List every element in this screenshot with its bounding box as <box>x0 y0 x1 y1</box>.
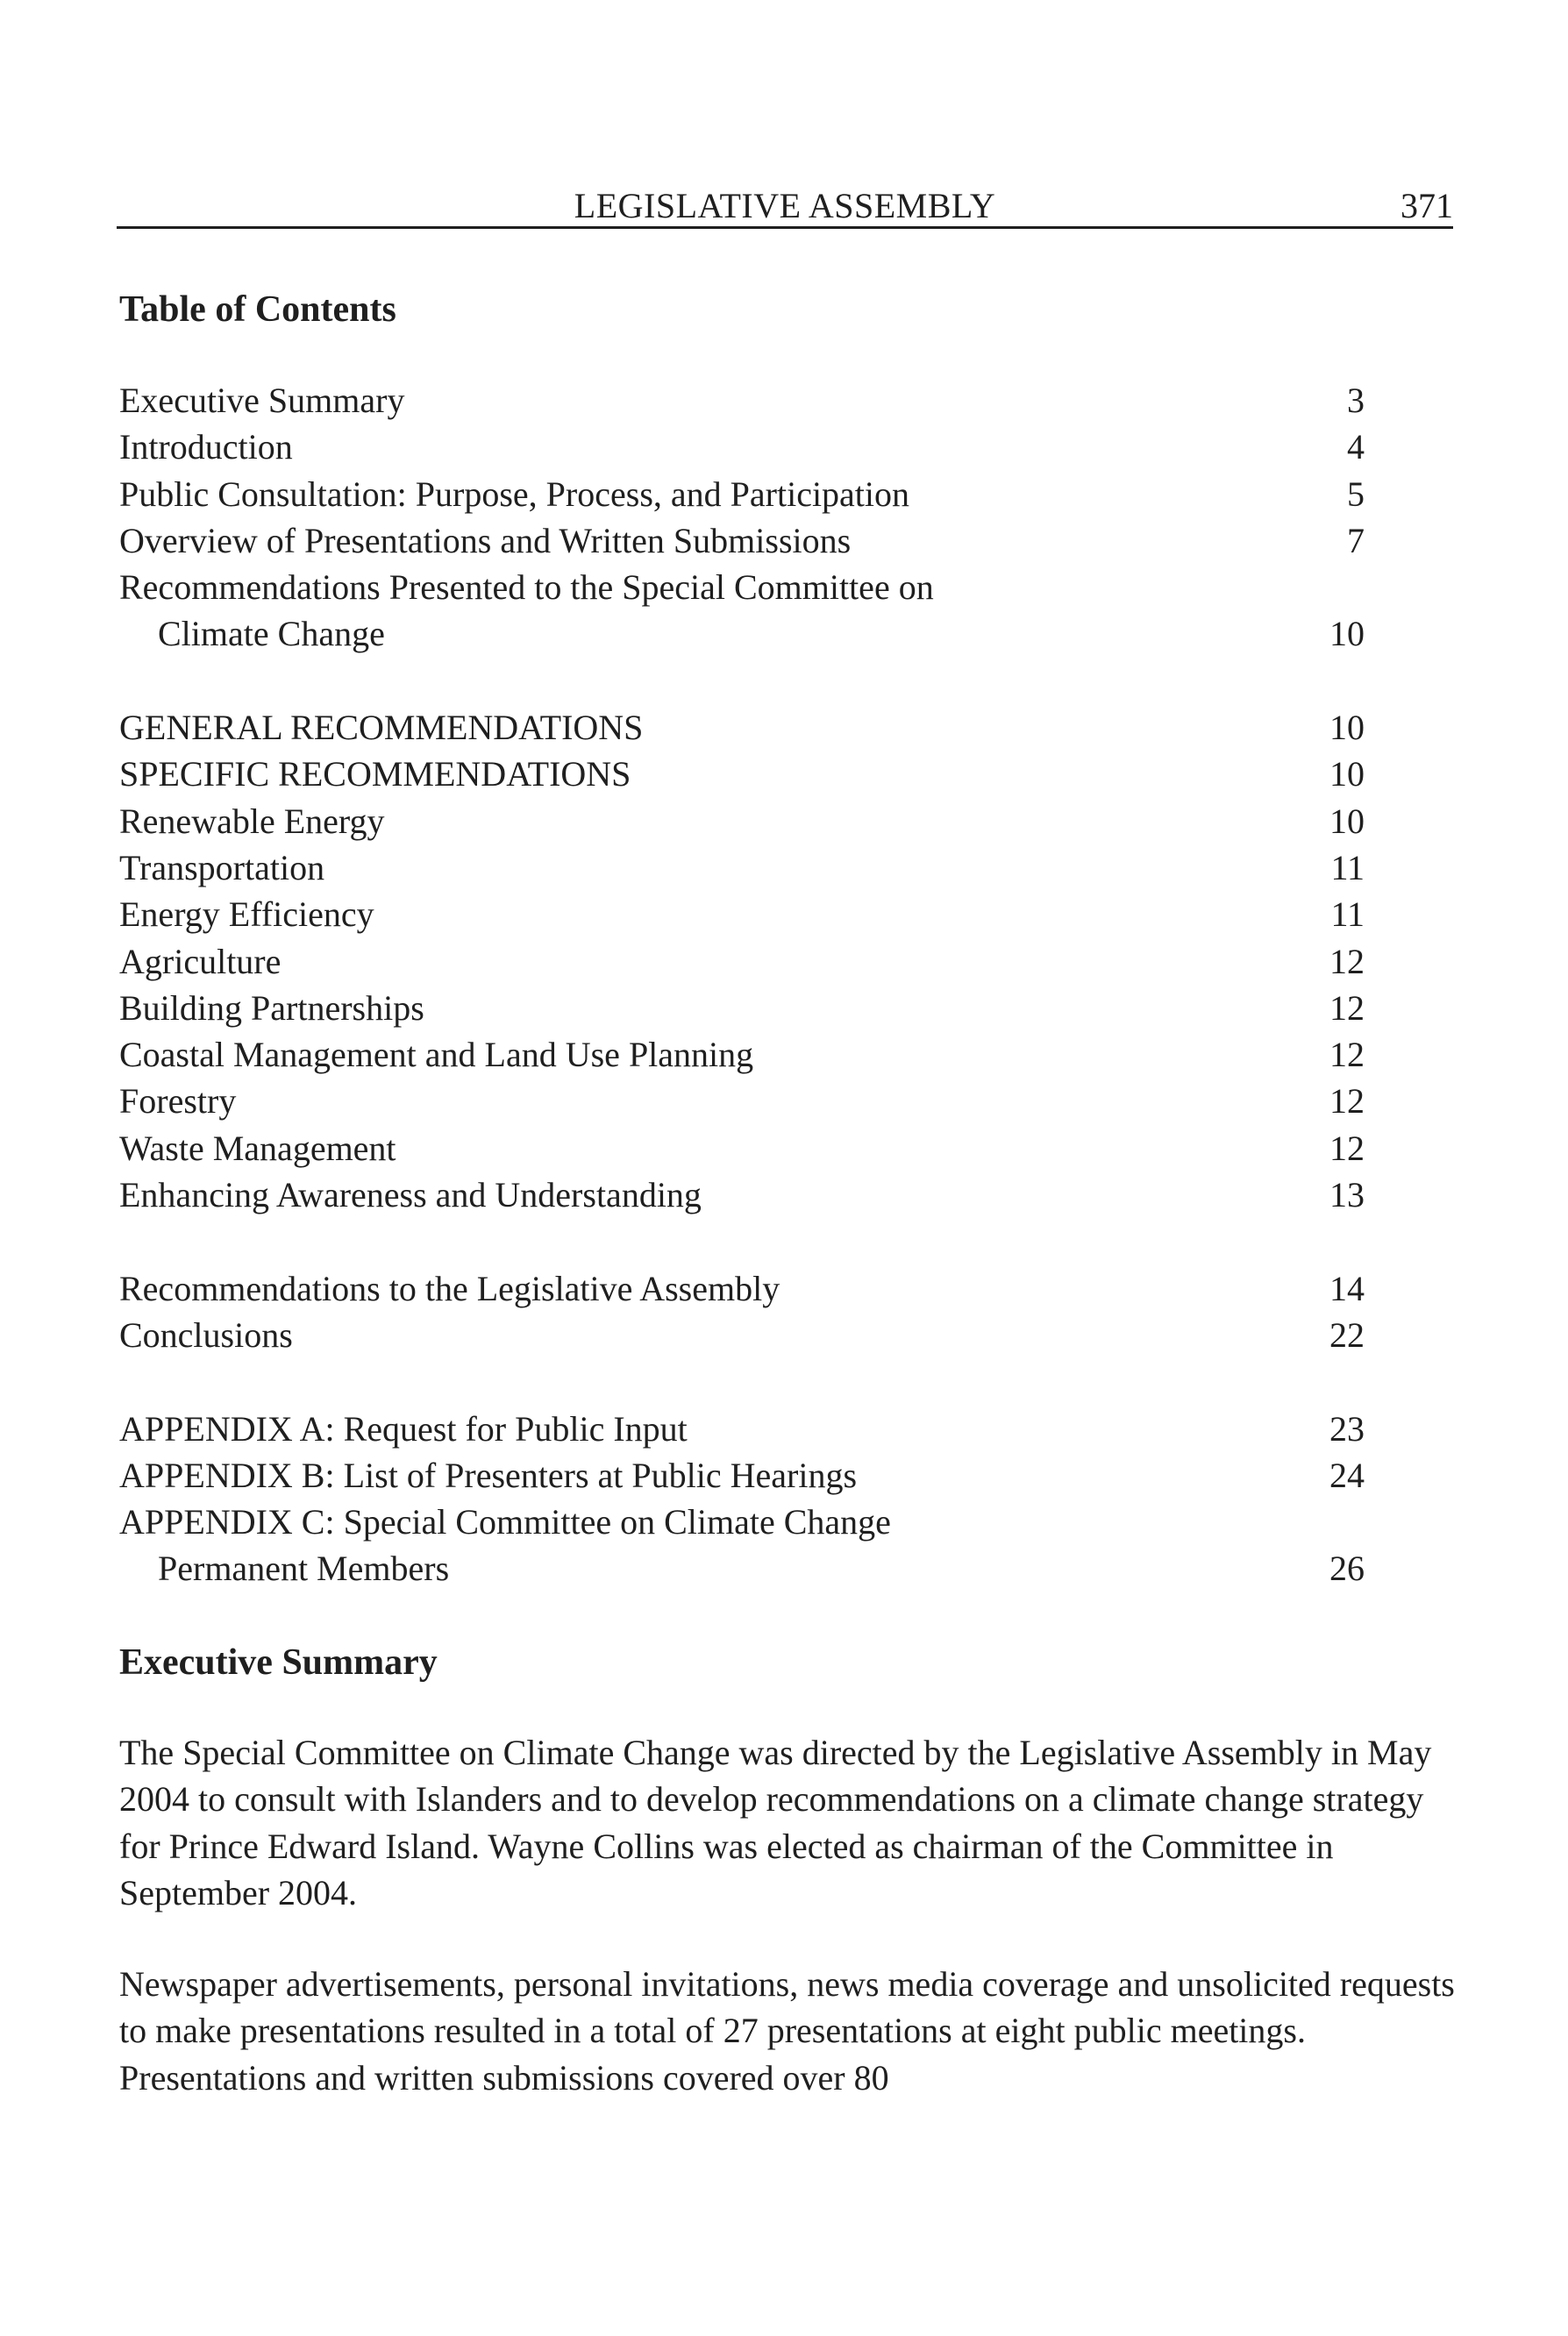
toc-entry-title-continuation: Permanent Members <box>158 1549 450 1589</box>
toc-entry-title: Coastal Management and Land Use Planning <box>119 1035 754 1075</box>
toc-entry-title: Introduction <box>119 427 293 467</box>
toc-entry <box>119 704 1365 751</box>
toc-entry-page: 12 <box>1329 1128 1365 1168</box>
toc-entry-title: Conclusions <box>119 1314 293 1355</box>
toc-entry <box>119 1172 1365 1218</box>
running-header-title: LEGISLATIVE ASSEMBLY <box>574 186 996 225</box>
toc-entry-title: Renewable Energy <box>119 801 385 841</box>
toc-entry <box>119 1125 1365 1172</box>
toc-entry-title: Building Partnerships <box>119 987 424 1028</box>
toc-heading: Table of Contents <box>119 289 396 330</box>
toc-entry <box>119 1499 1365 1592</box>
toc-entry <box>119 1078 1365 1124</box>
body-paragraph: The Special Committee on Climate Change was directed by the Legislative Assembly in May 2004 to consult with Islanders and to develop recommendations on a climate change strategy for Prince Edward Island. Wayne Collins was elected as chairman of the Committee in September 2004. <box>119 1733 1432 1912</box>
toc-entry-page: 10 <box>1329 754 1365 794</box>
toc-entry <box>119 471 1365 517</box>
header-rule <box>117 226 1453 229</box>
toc-entry <box>119 751 1365 797</box>
toc-entry <box>119 1406 1365 1452</box>
toc-entry-title: Overview of Presentations and Written Submissions <box>119 520 852 560</box>
toc-entry-title: Executive Summary <box>119 381 405 420</box>
toc-entry-title: Energy Efficiency <box>119 894 374 935</box>
toc-entry-page: 10 <box>1329 801 1365 841</box>
toc-entry <box>119 1031 1365 1078</box>
toc-entry-title: Enhancing Awareness and Understanding <box>119 1175 702 1215</box>
toc-entry-page: 10 <box>1329 614 1365 654</box>
toc-entry-title-continuation: Climate Change <box>158 614 385 654</box>
toc-entry <box>119 891 1365 937</box>
toc-entry-title-line: APPENDIX C: Special Committee on Climate Change <box>119 1502 891 1542</box>
toc-entry-title: Recommendations to the Legislative Assembly <box>119 1268 780 1308</box>
toc-entry-page: 12 <box>1329 941 1365 981</box>
toc-entry-title: APPENDIX B: List of Presenters at Public Hearings <box>119 1455 858 1495</box>
toc-entry-title: Agriculture <box>119 941 282 981</box>
toc-entry-page: 12 <box>1329 1035 1365 1075</box>
toc-entry <box>119 1452 1365 1499</box>
toc-entry-page: 11 <box>1330 894 1365 935</box>
toc-entry-page: 23 <box>1329 1408 1365 1449</box>
toc-entry <box>119 564 1365 658</box>
toc-entry-page: 7 <box>1347 520 1365 560</box>
toc-entry <box>119 985 1365 1031</box>
toc-entry-page: 22 <box>1329 1314 1365 1355</box>
toc-entry-title: APPENDIX A: Request for Public Input <box>119 1408 688 1449</box>
toc-entry-title: Forestry <box>119 1081 237 1122</box>
toc-entry-page: 26 <box>1329 1549 1365 1589</box>
toc-entry <box>119 938 1365 985</box>
toc-entry-page: 3 <box>1347 381 1365 420</box>
toc-entry-page: 12 <box>1329 1081 1365 1122</box>
toc-entry <box>119 424 1365 470</box>
executive-summary-heading: Executive Summary <box>119 1642 438 1683</box>
toc-entry-page: 12 <box>1329 987 1365 1028</box>
table-of-contents <box>119 377 1365 1592</box>
toc-entry <box>119 517 1365 564</box>
toc-entry <box>119 798 1365 844</box>
running-header <box>117 180 1453 232</box>
toc-entry-page: 10 <box>1329 708 1365 748</box>
toc-entry-page: 24 <box>1329 1455 1365 1495</box>
toc-entry-page: 13 <box>1329 1175 1365 1215</box>
toc-entry-page: 14 <box>1329 1268 1365 1308</box>
toc-entry-title: SPECIFIC RECOMMENDATIONS <box>119 754 631 794</box>
toc-entry-title: Waste Management <box>119 1128 396 1168</box>
toc-entry-title <box>119 564 934 658</box>
toc-entry-title: Public Consultation: Purpose, Process, and Participation <box>119 474 910 514</box>
toc-entry-page: 5 <box>1347 474 1365 514</box>
toc-entry <box>119 844 1365 891</box>
page-number: 371 <box>1401 186 1453 225</box>
toc-entry <box>119 377 1365 424</box>
toc-entry-page: 11 <box>1330 847 1365 887</box>
toc-entry-page: 4 <box>1347 427 1365 467</box>
toc-entry-title: Transportation <box>119 847 325 887</box>
toc-entry <box>119 1265 1365 1312</box>
toc-entry-title-line: Recommendations Presented to the Special Committee on <box>119 567 934 608</box>
toc-entry-title: GENERAL RECOMMENDATIONS <box>119 708 644 748</box>
toc-entry-title <box>119 1499 891 1592</box>
toc-entry <box>119 1312 1365 1358</box>
body-paragraph: Newspaper advertisements, personal invitations, news media coverage and unsolicited requests to make presentations resulted in a total of 27 presentations at eight public meetings. Presentations and written submissions covered over 80 <box>119 1964 1455 2097</box>
